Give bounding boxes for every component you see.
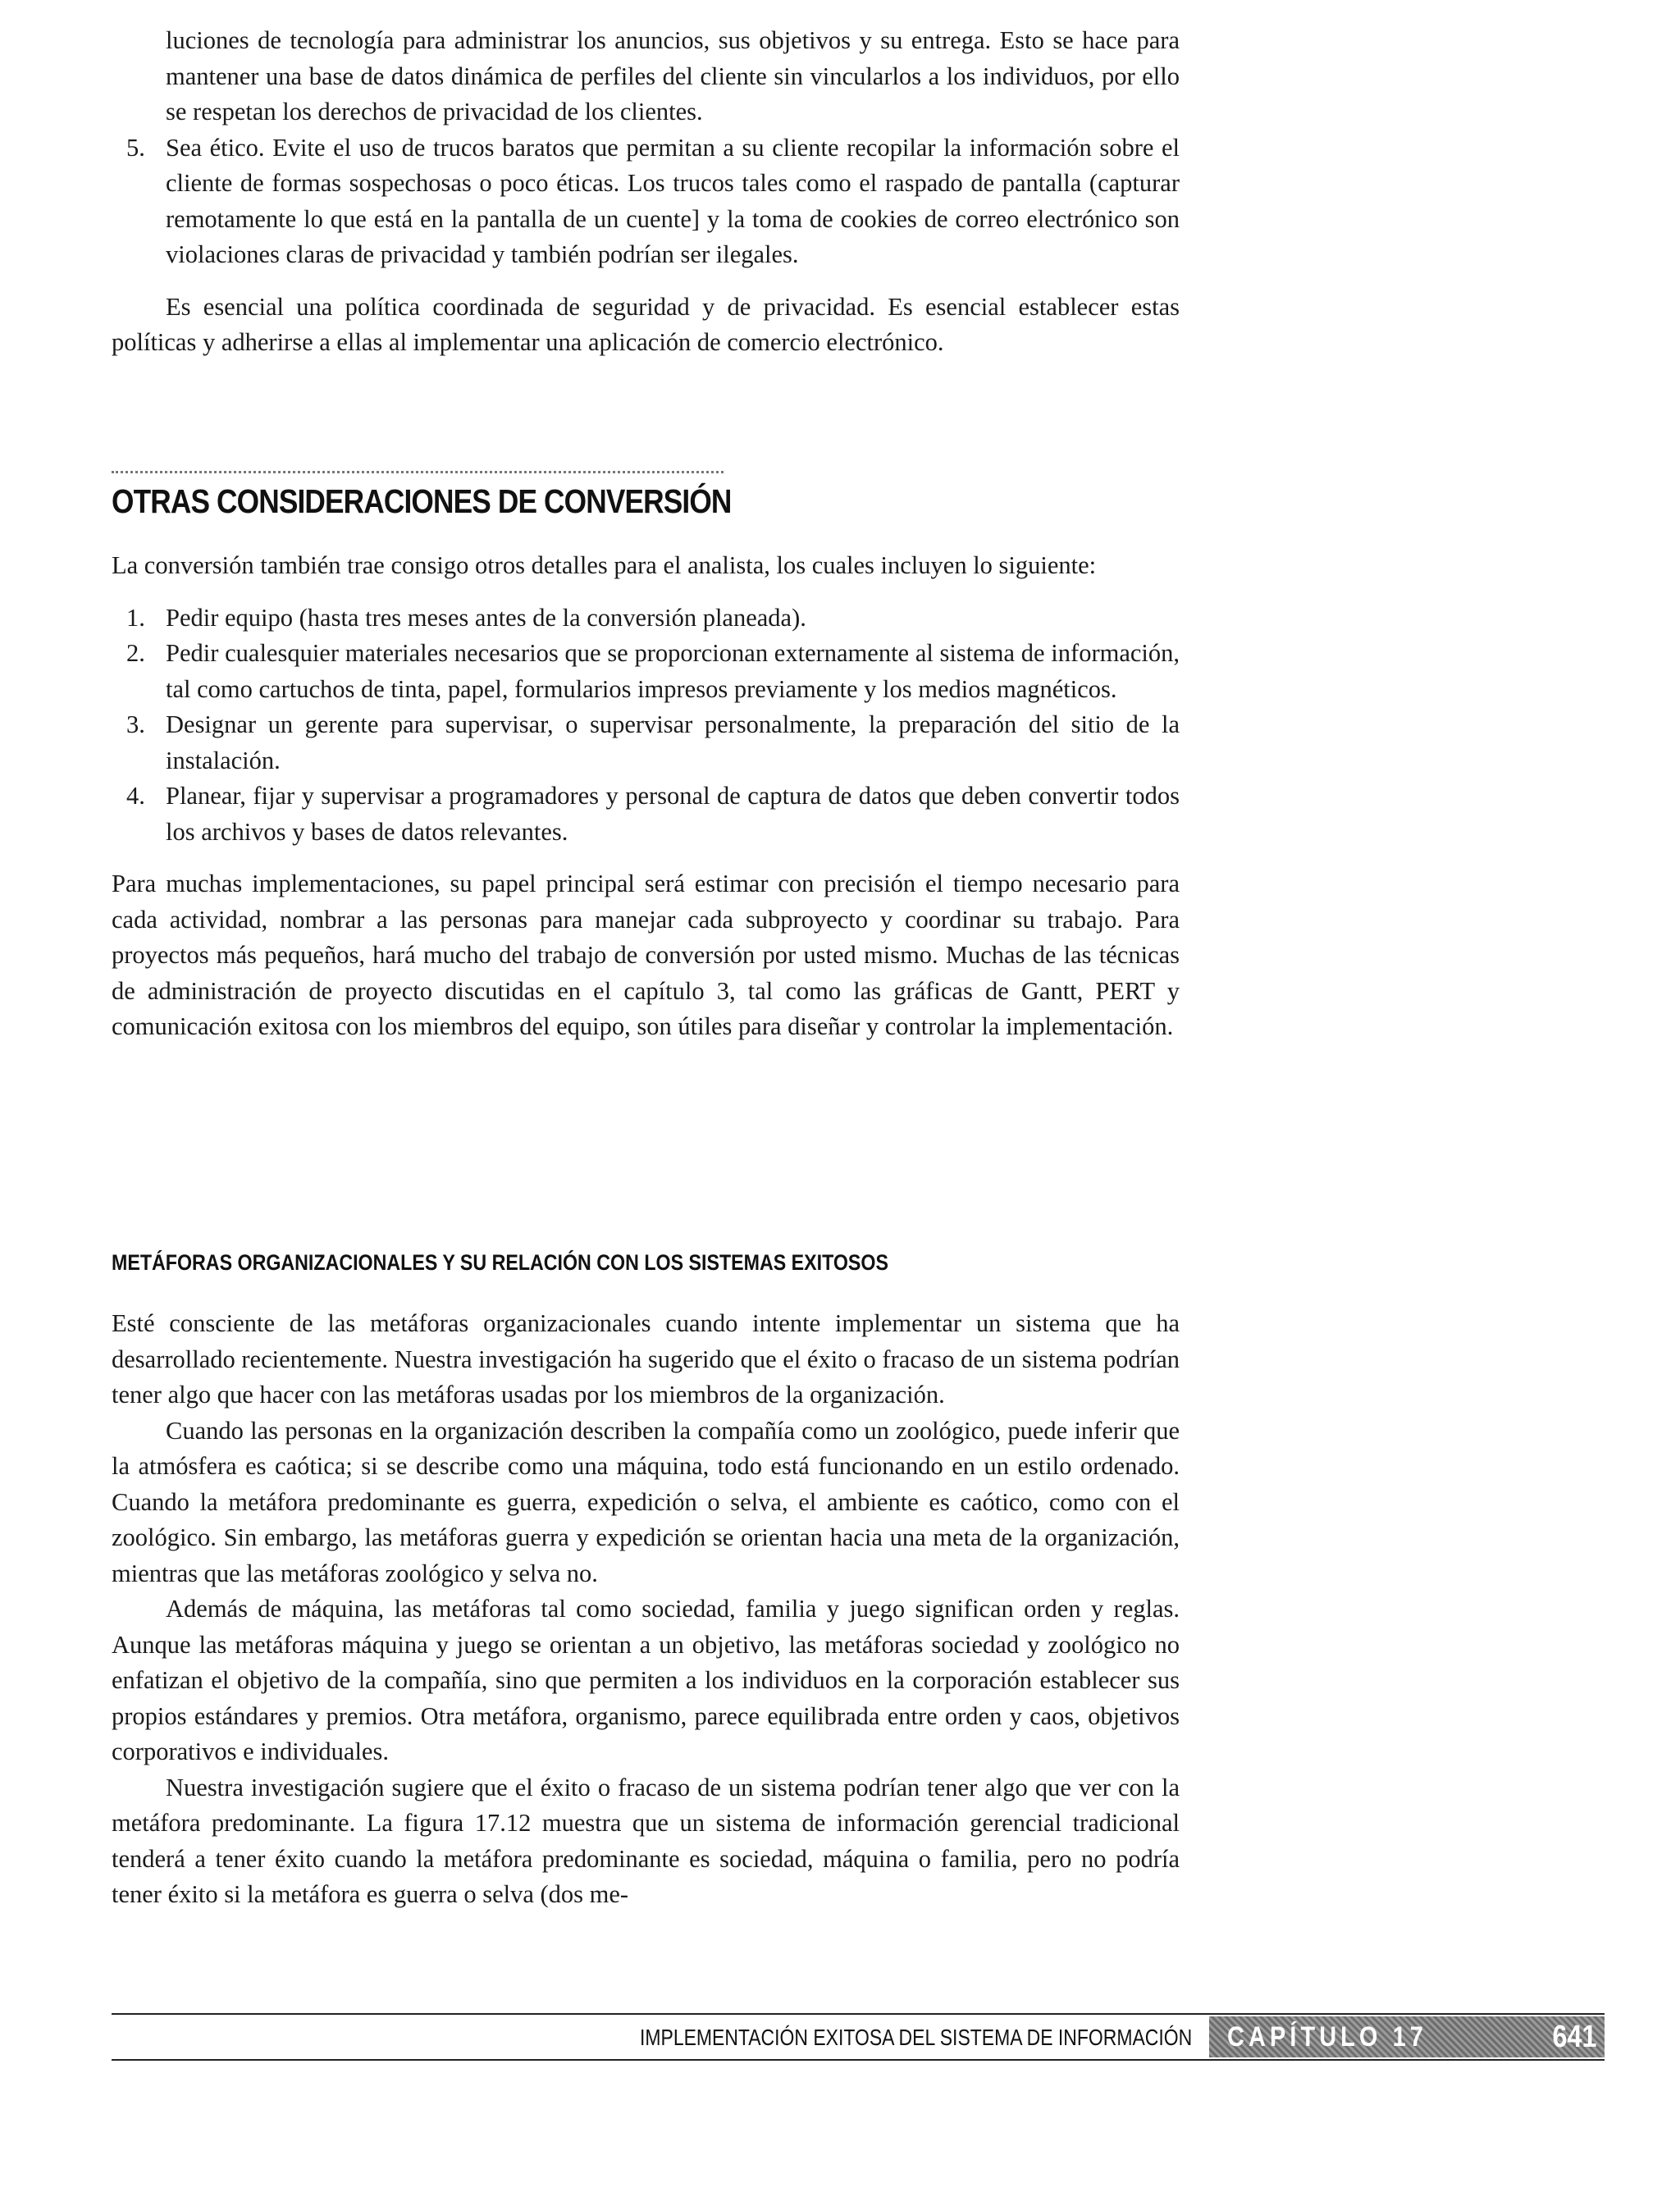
- section2-paragraph-3: Además de máquina, las metáforas tal como sociedad, familia y juego significan orden y reglas. Aunque las metáforas máquina y juego se orientan a un objetivo, las metáforas sociedad y zoológico no enfatizan el objetivo de la compañía, sino que permiten a los individuos en la corporación establecer sus propios estándares y premios. Otra metáfora, organismo, parece equilibrada entre orden y caos, objetivos corporativos e individuales.: [112, 1595, 1180, 1765]
- list-number: 5.: [126, 133, 145, 162]
- list-item-2: [112, 636, 1180, 707]
- section2-paragraph-1: Esté consciente de las metáforas organizacionales cuando intente implementar un sistema que ha desarrollado recientemente. Nuestra investigación ha sugerido que el éxito o fracaso de un sistema podrían tener algo que hacer con las metáforas usadas por los miembros de la organización.: [112, 1309, 1180, 1409]
- footer-rule-bottom: [112, 2059, 1605, 2061]
- list-item-3: [112, 707, 1180, 779]
- item4-continuation: luciones de tecnología para administrar los anuncios, sus objetivos y su entrega. Esto se hace para mantener una base de datos dinámica de perfiles del cliente sin vincularlos a los individuos, por ello se respetan los derechos de privacidad de los clientes.: [166, 26, 1180, 126]
- list-item-5: [112, 130, 1180, 273]
- page-number: 641: [1552, 2020, 1596, 2054]
- list-number: 4.: [126, 782, 145, 810]
- list-item-text: Designar un gerente para supervisar, o supervisar personalmente, la preparación del sitio de la instalación.: [166, 710, 1180, 774]
- section2-paragraph-2: Cuando las personas en la organización describen la compañía como un zoológico, puede inferir que la atmósfera es caótica; si se describe como una máquina, todo está funcionando en un estilo ordenado. Cuando la metáfora predominante es guerra, expedición o selva, el ambiente es caótico, como con el zoológico. Sin embargo, las metáforas guerra y expedición se orientan hacia una meta de la organización, mientras que las metáforas zoológico y selva no.: [112, 1416, 1180, 1587]
- list-item-text: Planear, fijar y supervisar a programadores y personal de captura de datos que deben convertir todos los archivos y bases de datos relevantes.: [166, 782, 1180, 846]
- section2-paragraph-4: Nuestra investigación sugiere que el éxito o fracaso de un sistema podrían tener algo que ver con la metáfora predominante. La figura 17.12 muestra que un sistema de información gerencial tradicional tenderá a tener éxito cuando la metáfora predominante es sociedad, máquina o familia, pero no podría tener éxito si la metáfora es guerra o selva (dos me-: [112, 1773, 1180, 1908]
- top-list-continuation: [112, 23, 1180, 361]
- closing-paragraph: Es esencial una política coordinada de seguridad y de privacidad. Es esencial establecer estas políticas y adherirse a ellas al implementar una aplicación de comercio electrónico.: [112, 292, 1180, 356]
- section1-paragraph: Para muchas implementaciones, su papel principal será estimar con precisión el tiempo necesario para cada actividad, nombrar a las personas para manejar cada subproyecto y coordinar su trabajo. Para proyectos más pequeños, hará mucho del trabajo de conversión por usted mismo. Muchas de las técnicas de administración de proyecto discutidas en el capítulo 3, tal como las gráficas de Gantt, PERT y comunicación exitosa con los miembros del equipo, son útiles para diseñar y controlar la implementación.: [112, 870, 1180, 1040]
- list-item-1: [112, 600, 1180, 637]
- list-number: 1.: [126, 603, 145, 632]
- section1-intro: La conversión también trae consigo otros detalles para el analista, los cuales incluyen lo siguiente:: [112, 551, 1097, 579]
- section-heading: OTRAS CONSIDERACIONES DE CONVERSIÓN: [112, 482, 732, 520]
- section1-body: [112, 548, 1180, 1045]
- list-item-text: Sea ético. Evite el uso de trucos baratos que permitan a su cliente recopilar la información sobre el cliente de formas sospechosas o poco éticas. Los trucos tales como el raspado de pantalla (capturar remotamente lo que está en la pantalla de un cuente] y la toma de cookies de correo electrónico son violaciones claras de privacidad y también podrían ser ilegales.: [166, 133, 1180, 268]
- list-item-4: [112, 779, 1180, 850]
- list-number: 3.: [126, 710, 145, 738]
- chapter-tab: [1209, 2016, 1605, 2057]
- subsection-heading: METÁFORAS ORGANIZACIONALES Y SU RELACIÓN CON LOS SISTEMAS EXITOSOS: [112, 1250, 888, 1275]
- running-title: IMPLEMENTACIÓN EXITOSA DEL SISTEMA DE INFORMACIÓN: [640, 2025, 1193, 2050]
- chapter-label: CAPÍTULO 17: [1227, 2021, 1427, 2052]
- section2-body: [112, 1306, 1180, 1913]
- numbered-list: [112, 600, 1180, 851]
- list-item-text: Pedir cualesquier materiales necesarios que se proporcionan externamente al sistema de información, tal como cartuchos de tinta, papel, formularios impresos previamente y los medios magnéticos.: [166, 639, 1180, 703]
- list-number: 2.: [126, 639, 145, 667]
- list-item-text: Pedir equipo (hasta tres meses antes de la conversión planeada).: [166, 603, 806, 632]
- footer-rule: [112, 2013, 1605, 2015]
- section-divider: [112, 471, 724, 473]
